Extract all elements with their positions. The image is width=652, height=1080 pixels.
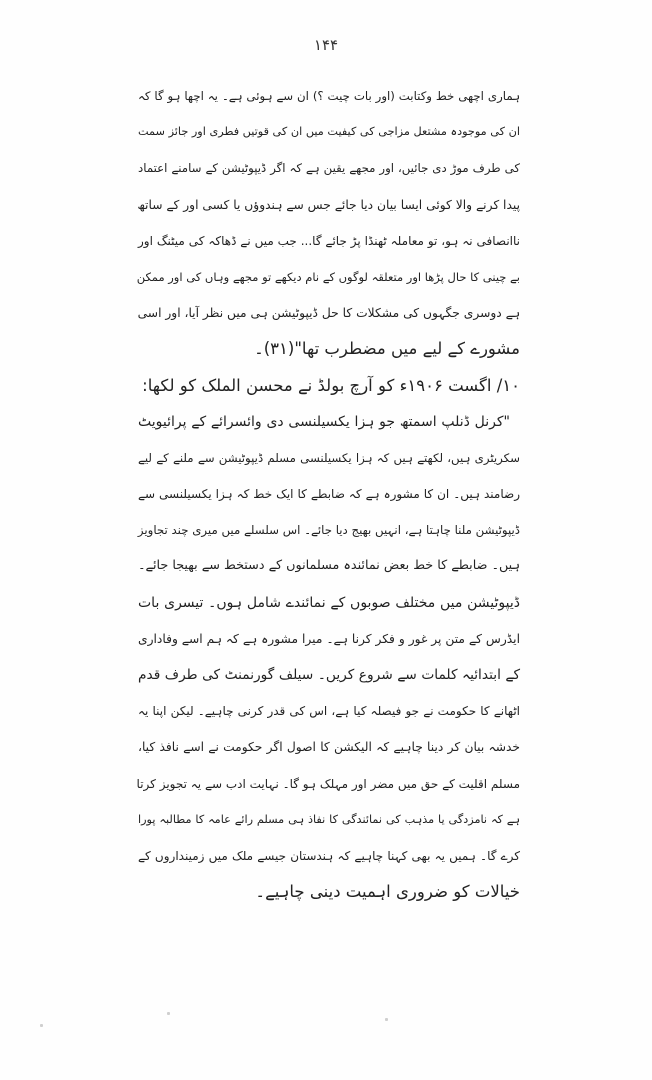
text-line: ہے دوسری جگہوں کی مشکلات کا حل ڈیپوٹیشن ہی میں نظر آیا، اور اسی <box>137 306 520 321</box>
text-line: ان کی موجودہ مشتعل مزاجی کی کیفیت میں ان کی قوتیں فطری اور جائز سمت <box>138 125 520 139</box>
text-line: رضامند ہیں۔ ان کا مشورہ ہے کہ ضابطے کا ایک خط کہ ہزا یکسیلنسی سے <box>138 487 520 502</box>
text-line: کرے گا۔ ہمیں یہ بھی کہنا چاہیے کہ ہندستان جیسے ملک میں زمینداروں کے <box>138 848 520 863</box>
text-line-quote-end: خیالات کو ضروری اہمیت دینی چاہیے۔ <box>255 882 520 902</box>
text-line: ہے کہ نامزدگی یا مذہب کی نمائندگی کا نفاذ ہی مسلم رائے عامہ کا مطالبہ پورا <box>138 812 520 826</box>
text-line: ڈیپوٹیشن ملنا چاہتا ہے، انہیں بھیج دیا جائے۔ اس سلسلے میں میری چند تجاویز <box>137 523 520 538</box>
text-line: سکریٹری ہیں، لکھتے ہیں کہ ہزا یکسیلنسی مسلم ڈیپوٹیشن سے ملنے کے لیے <box>138 450 520 465</box>
scan-speck <box>385 1018 388 1021</box>
scan-speck <box>167 1012 170 1015</box>
text-line-paragraph-end: مشورے کے لیے میں مضطرب تھا"(۳۱)۔ <box>254 339 520 359</box>
text-line: اٹھانے کا حکومت نے جو فیصلہ کیا ہے، اس کی قدر کرنی چاہیے۔ لیکن اپنا یہ <box>138 704 520 719</box>
text-line: بے چینی کا حال پڑھا اور متعلقہ لوگوں کے نام دیکھے تو مجھے وہاں کی اور ممکن <box>136 269 520 284</box>
text-line-letter-intro: ۱۰/ اگست ۱۹۰۶ء کو آرچ بولڈ نے محسن الملک کو لکھا: <box>142 375 520 395</box>
text-line: ایڈرس کے متن پر غور و فکر کرنا ہے۔ میرا مشورہ ہے کہ ہم اسے وفاداری <box>138 631 520 646</box>
scan-speck <box>40 1024 43 1027</box>
text-line: ہماری اچھی خط وکتابت (اور بات چیت ؟) ان سے ہوئی ہے۔ یہ اچھا ہو گا کہ <box>138 89 520 103</box>
text-line-quote-start: "کرنل ڈنلپ اسمتھ جو ہزا یکسیلنسی دی وائسرائے کے پرائیویٹ <box>138 413 510 430</box>
text-line: ڈیپوٹیشن میں مختلف صوبوں کے نمائندے شامل ہوں۔ تیسری بات <box>138 594 520 611</box>
text-line: کے ابتدائیہ کلمات سے شروع کریں۔ سیلف گورنمنٹ کی طرف قدم <box>138 667 520 683</box>
text-line: مسلم اقلیت کے حق میں مضر اور مہلک ہو گا۔ نہایت ادب سے یہ تجویز کرتا <box>136 776 520 791</box>
page-number: ۱۴۴ <box>313 36 339 54</box>
text-line: کی طرف موڑ دی جائیں، اور مجھے یقین ہے کہ اگر ڈیپوٹیشن کے سامنے اعتماد <box>138 161 520 176</box>
text-line: پیدا کرنے والا کوئی ایسا بیان دیا جائے جس سے ہندوؤں یا کسی اور کے ساتھ <box>137 197 520 212</box>
text-line: ہیں۔ ضابطے کا خط بعض نمائندہ مسلمانوں کے دستخط سے بھیجا جائے۔ <box>138 558 520 574</box>
urdu-body-text <box>138 78 520 910</box>
text-line: ناانصافی نہ ہو، تو معاملہ ٹھنڈا پڑ جائے گا... جب میں نے ڈھاکہ کی میٹنگ اور <box>138 233 520 248</box>
text-line: خدشہ بیان کر دینا چاہیے کہ الیکشن کا اصول اگر حکومت نے اسے نافذ کیا، <box>138 740 520 755</box>
